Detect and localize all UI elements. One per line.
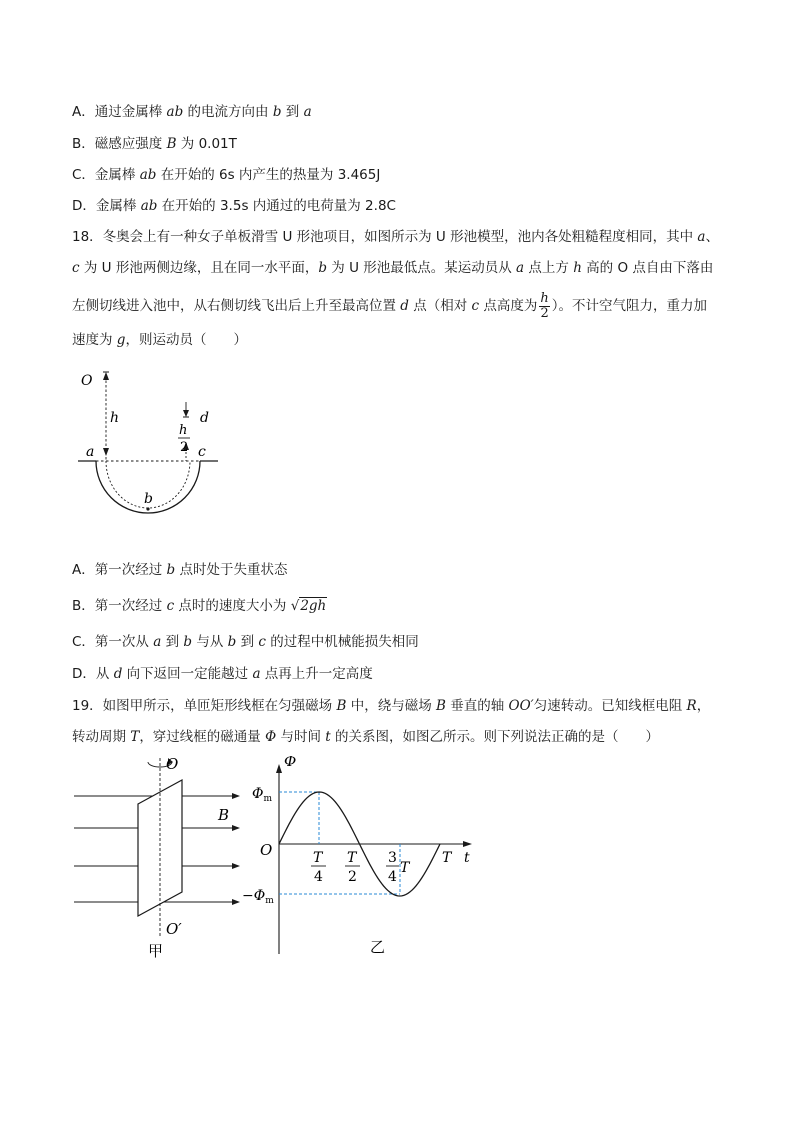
q18-option-a: A．第一次经过 b 点时处于失重状态 [72,562,288,578]
q18-option-c: C．第一次从 a 到 b 与从 b 到 c 的过程中机械能损失相同 [72,634,419,650]
q19-stem-line1: 19．如图甲所示，单匝矩形线框在匀强磁场 B 中，绕与磁场 B 垂直的轴 OO′匀速转动。已知线框电阻 R， [72,698,711,714]
label-a: a [86,444,95,460]
caption-jia: 甲 [148,942,164,960]
caption-yi: 乙 [370,938,386,956]
q17-option-d: D．金属棒 ab 在开始的 3.5s 内通过的电荷量为 2.8C [72,198,396,214]
label-field-b: B [218,806,230,824]
tick-t-half-num: T [347,850,357,866]
tick-3-quarter-num: 3 [388,850,397,866]
label-axis-o-prime: O′ [166,920,182,938]
label-h-half-num: h [179,423,188,438]
q17-option-a: A．通过金属棒 ab 的电流方向由 b 到 a [72,104,312,120]
label-h: h [110,410,120,426]
label-c: c [198,444,206,460]
label-phi-m: $\Phi_m$ [252,786,273,804]
q19-stem-line2: 转动周期 T，穿过线框的磁通量 Φ 与时间 t 的关系图，如图乙所示。则下列说法正确的是（ ） [72,729,660,745]
label-t-axis: t [464,850,470,866]
tick-t-quarter-num: T [313,850,323,866]
u-pool-diagram [70,362,230,522]
label-neg-phi-m: $-\Phi_m$ [242,888,274,906]
q18-stem-line1: 18．冬奥会上有一种女子单板滑雪 U 形池项目，如图所示为 U 形池模型，池内各处粗糙程度相同，其中 a、 [72,229,719,245]
label-h-half-den: 2 [180,440,189,455]
label-b: b [144,491,153,507]
label-o: O [81,373,93,389]
flux-time-graph [240,756,480,962]
q18-option-b: B．第一次经过 c 点时的速度大小为 √2gh [72,598,327,614]
q18-stem-line3: 左侧切线进入池中，从右侧切线飞出后上升至最高位置 d 点（相对 c 点高度为 $\frac{h}{2}$ ）。不计空气阻力，重力加 [72,290,708,321]
label-axis-o: O [166,755,179,773]
h-over-2-fraction: $\frac{h}{2}$ [540,290,549,321]
q17-option-b: B．磁感应强度 B 为 0.01T [72,136,237,152]
tick-t-half-den: 2 [348,869,357,885]
label-d: d [200,410,209,426]
tick-3-quarter-t: T [400,860,410,876]
q17-option-c: C．金属棒 ab 在开始的 6s 内产生的热量为 3.465J [72,167,381,183]
coil-in-field-diagram [70,752,250,962]
label-origin: O [260,841,273,859]
q18-option-d: D．从 d 向下返回一定能越过 a 点再上升一定高度 [72,666,373,682]
sqrt-2gh: √2gh [290,598,327,614]
q18-stem-line4: 速度为 g，则运动员（ ） [72,332,247,348]
label-phi: Φ [284,756,297,770]
q18-stem-line2: c 为 U 形池两侧边缘，且在同一水平面，b 为 U 形池最低点。某运动员从 a 点上方 h 高的 O 点自由下落由 [72,260,714,276]
tick-t-quarter-den: 4 [314,869,323,885]
tick-3-quarter-den: 4 [388,869,397,885]
tick-t-period: T [442,850,452,866]
